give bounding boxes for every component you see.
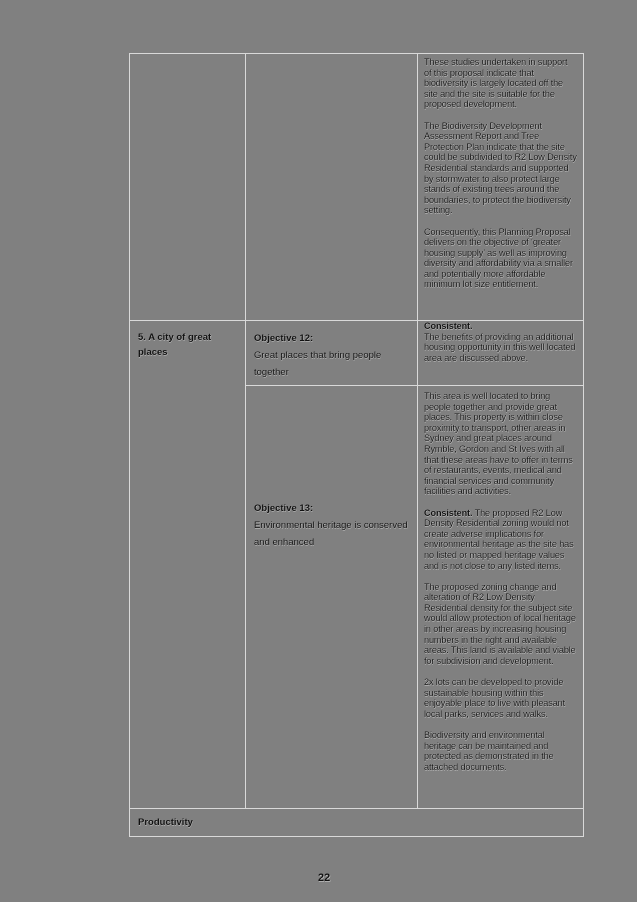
row1-col3-cell xyxy=(417,53,584,321)
paragraph-biodiversity-heritage: Biodiversity and environmental heritage can be maintained and protected as demonstrated in the attached documents. xyxy=(424,730,554,772)
paragraph-zoning-change: The proposed zoning change and alteration of R2 Low Density Residential density for the subject site would allow protection of local heritage in other areas by increasing housing numbers in the right and available areas. This land is available and viable for subdivision and development. xyxy=(424,581,576,666)
direction-label: 5. A city of great places xyxy=(138,332,212,358)
objective13-text: Environmental heritage is conserved and enhanced xyxy=(254,520,408,548)
paragraph-two-lots: 2x lots can be developed to provide sustainable housing within this enjoyable place to live with pleasant local parks, services and walks. xyxy=(424,677,566,719)
planning-consistency-table xyxy=(129,53,584,837)
productivity-heading: Productivity xyxy=(138,817,193,828)
objective13-consistent-text: The proposed R2 Low Density Residential zoning would not create adverse implications for environmental heritage as the site has no listed or mapped heritage values and is not close to any listed items. xyxy=(424,507,574,571)
productivity-section-row xyxy=(129,808,584,837)
objective12-status: Consistent. xyxy=(424,321,473,331)
objective13-status: Consistent. xyxy=(424,507,473,518)
objective12-title: Objective 12: xyxy=(254,333,314,344)
paragraph-consequently: Consequently, this Planning Proposal delivers on the objective of ‘greater housing supply’ as well as improving diversity and affordability via a smaller and potentially more affordable minimum lot size entitlement. xyxy=(424,226,573,290)
paragraph-well-located: This area is well located to bring people together and provide great places. This property is within close proximity to transport, other areas in Sydney and great places around Rymble, Gordon and St Ives with all that these areas have to offer in terms of restaurants, events, medical and financial services and community facilities and activities. xyxy=(424,391,573,497)
page-number: 22 xyxy=(318,872,331,884)
objective12-response-text: The benefits of providing an additional housing opportunity in this well located area are discussed above. xyxy=(424,331,576,363)
row1-col2-cell xyxy=(245,53,418,321)
paragraph-biodiversity-report: The Biodiversity Development Assessment Report and Tree Protection Plan indicate that the site could be subdivided to R2 Low Density Residential standards and supported by stormwater to also protect large stands of existing trees around the boundaries, to protect the biodiversity setting. xyxy=(424,120,577,216)
paragraph-studies: These studies undertaken in support of this proposal indicate that biodiversity is largely located off the site and the site is suitable for the proposed development. xyxy=(424,57,568,110)
objective12-cell xyxy=(245,320,418,386)
paragraph-consistent-heritage xyxy=(424,508,577,572)
objective13-title: Objective 13: xyxy=(254,503,314,514)
objective13-cell xyxy=(245,385,418,809)
objective12-text: Great places that bring people together xyxy=(254,350,382,378)
objective13-response-cell xyxy=(417,385,584,809)
row1-col1-cell xyxy=(129,53,246,321)
row2-direction-cell xyxy=(129,320,246,809)
objective12-response-cell xyxy=(417,320,584,386)
